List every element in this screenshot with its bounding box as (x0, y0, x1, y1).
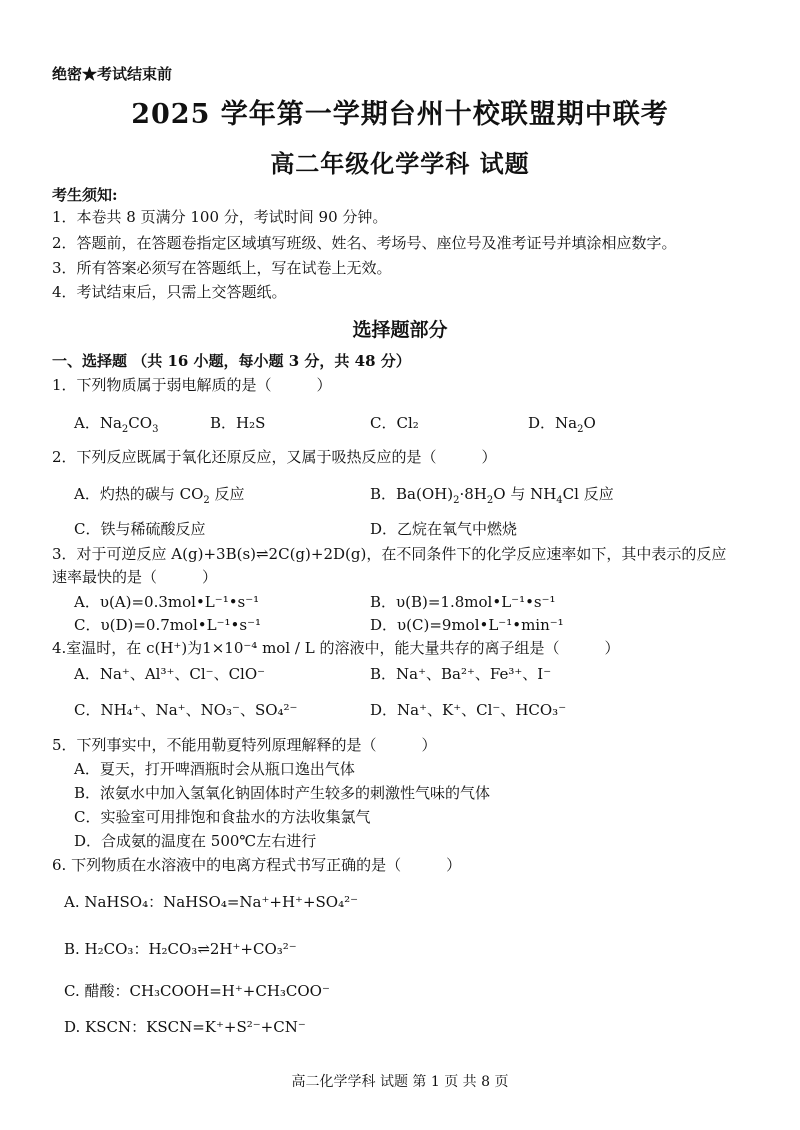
question-1-stem: 1．下列物质属于弱电解质的是（ ） (52, 376, 332, 394)
q5-option-d: D．合成氨的温度在 500℃左右进行 (74, 832, 317, 850)
notice-item: 3．所有答案必须写在答题纸上，写在试卷上无效。 (52, 259, 392, 277)
notice-item: 4．考试结束后，只需上交答题纸。 (52, 283, 287, 301)
exam-title: 2025 学年第一学期台州十校联盟期中联考 (131, 99, 669, 130)
q3-option-b: B．υ(B)=1.8mol•L⁻¹•s⁻¹ (370, 593, 556, 611)
q5-option-a: A．夏天，打开啤酒瓶时会从瓶口逸出气体 (74, 760, 355, 778)
q6-option-c: C. 醋酸：CH₃COOH=H⁺+CH₃COO⁻ (64, 982, 330, 1000)
question-3-stem-cont: 速率最快的是（ ） (52, 568, 218, 586)
q4-option-a: A．Na⁺、Al³⁺、Cl⁻、ClO⁻ (74, 665, 266, 683)
question-2-stem: 2．下列反应既属于氧化还原反应，又属于吸热反应的是（ ） (52, 448, 497, 466)
q2-option-b: B．$Ba(OH)_2\cdot 8H_2O$ 与 $NH_4Cl$ 反应 (370, 485, 614, 506)
notice-item: 1．本卷共 8 页满分 100 分，考试时间 90 分钟。 (52, 208, 388, 226)
secret-label: 绝密★考试结束前 (52, 65, 173, 83)
question-3-stem: 3．对于可逆反应 A(g)+3B(s)⇌2C(g)+2D(g)，在不同条件下的化学反应速率如下，其中表示的反应 (52, 545, 727, 563)
question-4-stem: 4.室温时，在 c(H⁺)为1×10⁻⁴ mol / L 的溶液中，能大量共存的离子组是（ ） (52, 639, 620, 657)
page-footer: 高二化学学科 试题 第 1 页 共 8 页 (291, 1074, 509, 1090)
q1-option-c: C．Cl₂ (370, 414, 419, 432)
q6-option-a: A. NaHSO₄：NaHSO₄=Na⁺+H⁺+SO₄²⁻ (64, 893, 359, 911)
q5-option-c: C．实验室可用排饱和食盐水的方法收集氯气 (74, 808, 371, 826)
notice-title: 考生须知: (52, 186, 118, 204)
q6-option-d: D. KSCN：KSCN=K⁺+S²⁻+CN⁻ (64, 1018, 306, 1036)
exam-subtitle: 高二年级化学学科 试题 (270, 149, 530, 178)
q3-option-a: A．υ(A)=0.3mol•L⁻¹•s⁻¹ (74, 593, 260, 611)
q1-option-b: B．H₂S (210, 414, 266, 432)
question-6-stem: 6. 下列物质在水溶液中的电离方程式书写正确的是（ ） (52, 856, 462, 874)
q4-option-c: C．NH₄⁺、Na⁺、NO₃⁻、SO₄²⁻ (74, 701, 298, 719)
part-heading: 一、选择题 （共 16 小题，每小题 3 分，共 48 分） (52, 352, 411, 370)
q4-option-d: D．Na⁺、K⁺、Cl⁻、HCO₃⁻ (370, 701, 567, 719)
q1-option-a: A．$Na_2CO_3$ (74, 414, 159, 435)
q2-option-c: C．铁与稀硫酸反应 (74, 520, 206, 538)
question-5-stem: 5．下列事实中，不能用勒夏特列原理解释的是（ ） (52, 736, 437, 754)
q3-option-c: C．υ(D)=0.7mol•L⁻¹•s⁻¹ (74, 616, 262, 634)
q3-option-d: D．υ(C)=9mol•L⁻¹•min⁻¹ (370, 616, 564, 634)
notice-item: 2．答题前，在答题卷指定区域填写班级、姓名、考场号、座位号及准考证号并填涂相应数字。 (52, 234, 677, 252)
q4-option-b: B．Na⁺、Ba²⁺、Fe³⁺、I⁻ (370, 665, 552, 683)
q1-option-d: D．$Na_2O$ (528, 414, 596, 435)
section-title: 选择题部分 (352, 319, 448, 341)
q5-option-b: B．浓氨水中加入氢氧化钠固体时产生较多的刺激性气味的气体 (74, 784, 491, 802)
q2-option-d: D．乙烷在氧气中燃烧 (370, 520, 518, 538)
q6-option-b: B. H₂CO₃：H₂CO₃⇌2H⁺+CO₃²⁻ (64, 940, 297, 958)
q2-option-a: A．灼热的碳与 $CO_2$ 反应 (74, 485, 245, 506)
